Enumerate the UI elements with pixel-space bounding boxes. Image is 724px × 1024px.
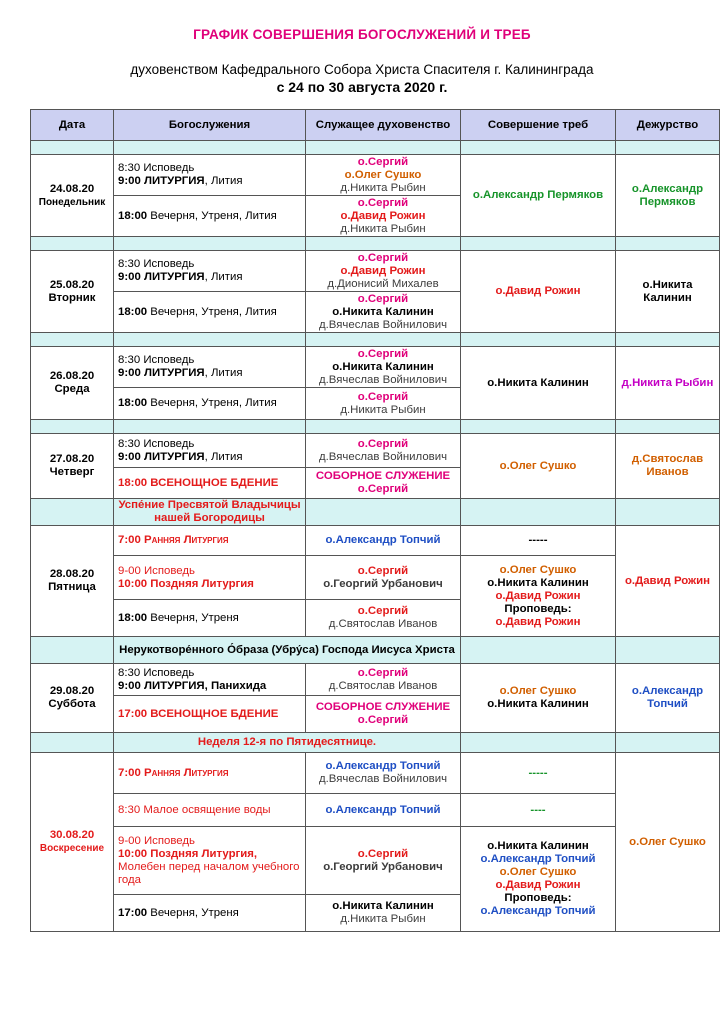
- clergy-name: о.Сергий: [357, 292, 409, 305]
- duty-cell: о.Александр Топчий: [616, 664, 720, 733]
- date: 25.08.20: [49, 278, 95, 291]
- feast-row: [31, 637, 720, 664]
- rites-name: о.Олег Сушко: [499, 563, 577, 576]
- duty-cell: д.Никита Рыбин: [616, 347, 720, 420]
- clergy-name: д.Святослав Иванов: [328, 679, 438, 692]
- clergy-cell: [306, 895, 461, 932]
- clergy-cell: [306, 388, 461, 420]
- service-line: 9:00 ЛИТУРГИЯ, Лития: [118, 450, 243, 463]
- service-line: 8:30 Исповедь: [118, 162, 195, 174]
- duty-cell: о.Олег Сушко: [616, 753, 720, 932]
- service-cell: 7:00 Ранняя Литургия: [114, 526, 306, 556]
- clergy-name: о.Никита Калинин: [332, 360, 434, 373]
- table-row: [31, 753, 720, 794]
- duty-cell: о.Александр Пермяков: [616, 155, 720, 237]
- date-cell: [31, 434, 114, 499]
- weekday: Среда: [54, 383, 90, 395]
- date: 24.08.20: [49, 182, 95, 195]
- date-cell: [31, 664, 114, 733]
- service-cell: [114, 434, 306, 468]
- date-cell: [31, 251, 114, 333]
- service-cell: [114, 664, 306, 696]
- service-cell: [114, 556, 306, 600]
- clergy-name: о.Сергий: [357, 847, 409, 860]
- clergy-cell: [306, 251, 461, 292]
- rites-cell: о.Никита Калинин: [461, 347, 616, 420]
- feast-row: [31, 499, 720, 526]
- service-cell: [114, 251, 306, 292]
- feast-label: Неделя 12-я по Пятидесятнице.: [114, 733, 461, 753]
- table-row: [31, 347, 720, 388]
- service-line: 9:00 ЛИТУРГИЯ, Панихида: [118, 679, 267, 692]
- rites-name: о.Давид Рожин: [495, 615, 581, 628]
- clergy-cell: [306, 292, 461, 333]
- weekday: Суббота: [48, 698, 96, 710]
- clergy-name: о.Сергий: [357, 437, 409, 450]
- col-header-rites: Совершение треб: [461, 110, 616, 141]
- clergy-name: о.Сергий: [357, 196, 409, 209]
- date-cell: [31, 155, 114, 237]
- duty-cell: о.Давид Рожин: [616, 526, 720, 637]
- clergy-name: о.Никита Калинин: [332, 900, 434, 912]
- rites-name: о.Давид Рожин: [495, 879, 581, 891]
- clergy-cell: о.Александр Топчий: [306, 526, 461, 556]
- col-header-clergy: Служащее духовенство: [306, 110, 461, 141]
- service-cell: 17:00 ВСЕНОЩНОЕ БДЕНИЕ: [114, 696, 306, 733]
- clergy-name: д.Вячеслав Войнилович: [318, 450, 448, 463]
- service-line: 9:00 ЛИТУРГИЯ, Лития: [118, 271, 243, 283]
- service-line: 8:30 Исповедь: [118, 666, 195, 679]
- rites-cell: [461, 556, 616, 637]
- service-line: 8:30 Исповедь: [118, 258, 195, 270]
- clergy-cell: [306, 196, 461, 237]
- separator-row: [31, 141, 720, 155]
- clergy-cell: [306, 696, 461, 733]
- clergy-name: о.Сергий: [357, 390, 409, 403]
- page-subtitle: духовенством Кафедрального Собора Христа Спасителя г. Калининграда: [130, 62, 594, 77]
- service-cell: 7:00 Ранняя Литургия: [114, 753, 306, 794]
- rites-name: о.Никита Калинин: [487, 576, 589, 589]
- rites-cell: -----: [461, 526, 616, 556]
- service-cell: [114, 347, 306, 388]
- date: 29.08.20: [49, 685, 95, 697]
- date-cell: [31, 347, 114, 420]
- schedule-table: [30, 109, 720, 932]
- schedule-period: с 24 по 30 августа 2020 г.: [276, 79, 448, 95]
- clergy-name: д.Вячеслав Войнилович: [318, 373, 448, 386]
- table-row: [31, 155, 720, 196]
- clergy-cell: [306, 753, 461, 794]
- service-line: Молебен перед началом учебного года: [118, 860, 300, 886]
- weekday: Воскресение: [39, 843, 105, 854]
- date: 28.08.20: [49, 568, 95, 580]
- duty-cell: о.Никита Калинин: [616, 251, 720, 333]
- clergy-cell: [306, 827, 461, 895]
- col-header-duty: Дежурство: [616, 110, 720, 141]
- date: 30.08.20: [49, 829, 95, 841]
- table-row: [31, 251, 720, 292]
- separator-row: [31, 237, 720, 251]
- clergy-name: о.Сергий: [357, 605, 409, 617]
- service-line: 8:30 Исповедь: [118, 354, 195, 366]
- rites-cell: о.Давид Рожин: [461, 251, 616, 333]
- clergy-name: о.Георгий Урбанович: [323, 860, 443, 873]
- feast-label: Нерукотворе́нного О́браза (Убру́са) Господа Иисуса Христа: [114, 637, 461, 664]
- clergy-name: д.Вячеслав Войнилович: [318, 773, 448, 785]
- clergy-name: о.Сергий: [357, 483, 409, 495]
- service-line: 8:30 Исповедь: [118, 437, 195, 450]
- clergy-name: д.Вячеслав Войнилович: [318, 318, 448, 331]
- table-row: [31, 526, 720, 556]
- rites-cell: ----: [461, 794, 616, 827]
- weekday: Пятница: [48, 581, 96, 593]
- separator-row: [31, 420, 720, 434]
- table-header-row: [31, 110, 720, 141]
- clergy-name: о.Сергий: [357, 347, 409, 360]
- date: 27.08.20: [49, 453, 95, 465]
- service-cell: 18:00 Вечерня, Утреня, Лития: [114, 196, 306, 237]
- clergy-name: о.Никита Калинин: [332, 305, 434, 318]
- page-title: ГРАФИК СОВЕРШЕНИЯ БОГОСЛУЖЕНИЙ И ТРЕБ: [193, 27, 531, 42]
- service-line: 9:00 ЛИТУРГИЯ, Лития: [118, 175, 243, 187]
- rites-name: о.Никита Калинин: [487, 698, 589, 710]
- clergy-name: СОБОРНОЕ СЛУЖЕНИЕ: [315, 470, 451, 482]
- separator-row: [31, 333, 720, 347]
- feast-row: [31, 733, 720, 753]
- clergy-name: д.Никита Рыбин: [340, 913, 426, 925]
- rites-cell: [461, 827, 616, 932]
- service-cell: 18:00 Вечерня, Утреня: [114, 600, 306, 637]
- rites-name: о.Давид Рожин: [495, 589, 581, 602]
- rites-cell: [461, 664, 616, 733]
- service-line: 10:00 Поздняя Литургия,: [118, 847, 258, 860]
- clergy-name: о.Сергий: [357, 666, 409, 679]
- clergy-name: о.Давид Рожин: [340, 264, 426, 277]
- weekday: Четверг: [49, 466, 95, 478]
- date: 26.08.20: [49, 370, 95, 382]
- date-cell: [31, 753, 114, 932]
- sermon-label: Проповедь:: [504, 602, 572, 615]
- col-header-services: Богослужения: [114, 110, 306, 141]
- clergy-cell: [306, 468, 461, 499]
- clergy-cell: о.Александр Топчий: [306, 794, 461, 827]
- weekday: Понедельник: [38, 196, 106, 208]
- rites-cell: о.Олег Сушко: [461, 434, 616, 499]
- clergy-name: о.Георгий Урбанович: [323, 577, 443, 590]
- clergy-cell: [306, 600, 461, 637]
- service-cell: 18:00 Вечерня, Утреня, Лития: [114, 292, 306, 333]
- clergy-name: СОБОРНОЕ СЛУЖЕНИЕ: [315, 701, 451, 713]
- weekday: Вторник: [48, 291, 96, 304]
- service-cell: 8:30 Малое освящение воды: [114, 794, 306, 827]
- table-row: [31, 664, 720, 696]
- clergy-name: о.Сергий: [357, 564, 409, 577]
- clergy-cell: [306, 434, 461, 468]
- clergy-name: д.Никита Рыбин: [340, 181, 426, 194]
- clergy-cell: [306, 556, 461, 600]
- clergy-name: д.Дионисий Михалев: [327, 277, 439, 290]
- clergy-name: о.Александр Топчий: [325, 760, 441, 772]
- clergy-name: о.Сергий: [357, 251, 409, 264]
- sermon-label: Проповедь:: [504, 892, 572, 904]
- clergy-name: о.Олег Сушко: [344, 168, 422, 181]
- clergy-cell: [306, 155, 461, 196]
- clergy-name: о.Давид Рожин: [340, 209, 426, 222]
- service-cell: 17:00 Вечерня, Утреня: [114, 895, 306, 932]
- service-line: 9-00 Исповедь: [118, 834, 195, 847]
- duty-cell: д.Святослав Иванов: [616, 434, 720, 499]
- clergy-cell: [306, 347, 461, 388]
- rites-name: о.Александр Топчий: [480, 905, 596, 917]
- service-cell: 18:00 ВСЕНОЩНОЕ БДЕНИЕ: [114, 468, 306, 499]
- clergy-name: о.Сергий: [357, 155, 409, 168]
- service-cell: [114, 827, 306, 895]
- feast-label: Успе́ние Пресвятой Владычицы нашей Богородицы: [114, 499, 306, 526]
- clergy-cell: [306, 664, 461, 696]
- service-line: 9-00 Исповедь: [118, 564, 195, 577]
- rites-name: о.Олег Сушко: [499, 685, 577, 697]
- table-row: [31, 434, 720, 468]
- rites-name: о.Никита Калинин: [487, 840, 589, 852]
- clergy-name: д.Святослав Иванов: [328, 618, 438, 630]
- col-header-date: Дата: [31, 110, 114, 141]
- clergy-name: о.Сергий: [357, 714, 409, 726]
- date-cell: [31, 526, 114, 637]
- clergy-name: д.Никита Рыбин: [340, 222, 426, 235]
- service-cell: [114, 155, 306, 196]
- service-line: 10:00 Поздняя Литургия: [118, 577, 254, 590]
- clergy-name: д.Никита Рыбин: [340, 403, 426, 416]
- service-line: 9:00 ЛИТУРГИЯ, Лития: [118, 367, 243, 379]
- rites-name: о.Александр Топчий: [480, 853, 596, 865]
- service-cell: 18:00 Вечерня, Утреня, Лития: [114, 388, 306, 420]
- rites-name: о.Олег Сушко: [499, 866, 577, 878]
- rites-cell: -----: [461, 753, 616, 794]
- rites-cell: о.Александр Пермяков: [461, 155, 616, 237]
